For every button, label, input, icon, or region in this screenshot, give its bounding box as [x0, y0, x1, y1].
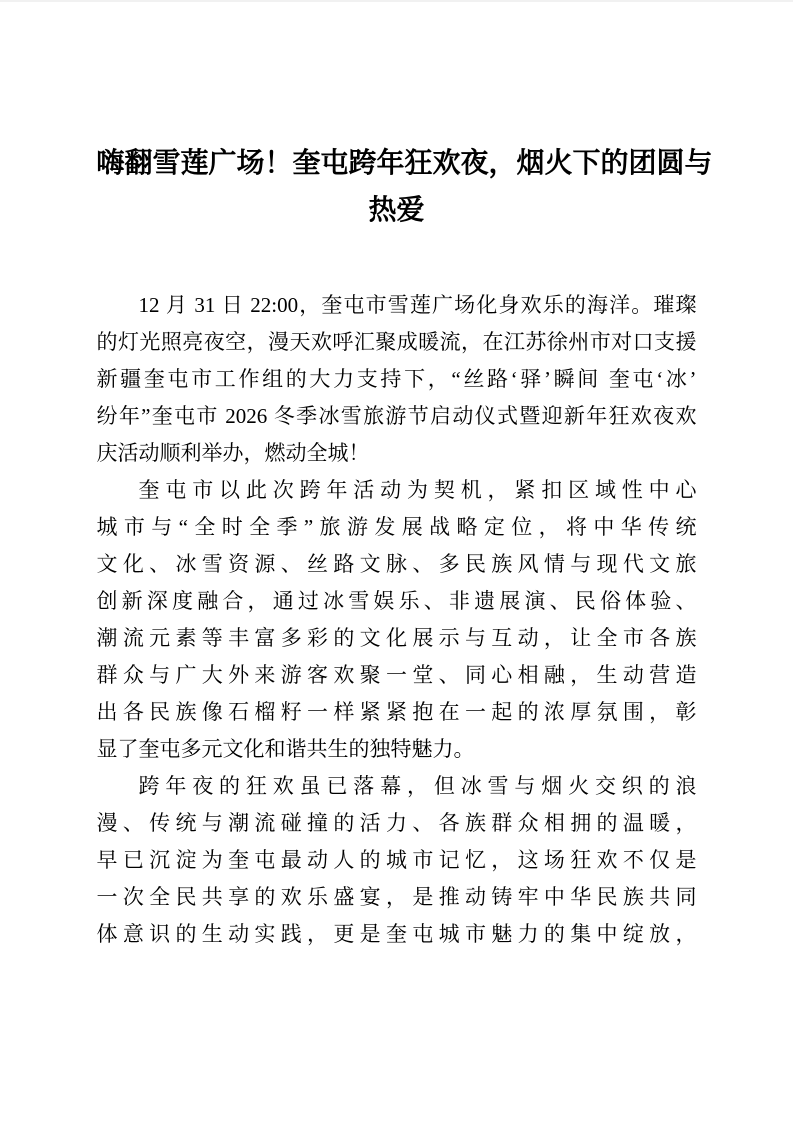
- text-line: 庆活动顺利举办，燃动全城！: [96, 441, 370, 465]
- text-line: 城市与“全时全季”旅游发展战略定位，将中华传统: [96, 515, 697, 539]
- text-line: 文化、冰雪资源、丝路文脉、多民族风情与现代文旅: [96, 552, 697, 576]
- text-line: 纷年”奎屯市 2026 冬季冰雪旅游节启动仪式暨迎新年狂欢夜欢: [96, 404, 697, 428]
- title-line-1: 嗨翻雪莲广场！奎屯跨年狂欢夜，烟火下的团圆与: [96, 148, 713, 179]
- text-line: 创新深度融合，通过冰雪娱乐、非遗展演、民俗体验、: [96, 589, 697, 613]
- text-line: 群众与广大外来游客欢聚一堂、同心相融，生动营造: [96, 663, 697, 687]
- text-line: 新疆奎屯市工作组的大力支持下，“丝路‘驿’瞬间 奎屯‘冰’: [96, 367, 697, 391]
- paragraph-2: [97, 472, 697, 768]
- text-line: 出各民族像石榴籽一样紧紧抱在一起的浓厚氛围，彰: [96, 700, 697, 724]
- paragraph-3: [97, 768, 697, 953]
- paragraph-1: [97, 287, 697, 472]
- text-line: 跨年夜的狂欢虽已落幕，但冰雪与烟火交织的浪: [138, 774, 697, 798]
- document-body: [97, 287, 697, 953]
- text-line: 早已沉淀为奎屯最动人的城市记忆，这场狂欢不仅是: [96, 848, 697, 872]
- text-line: 显了奎屯多元文化和谐共生的独特魅力。: [96, 737, 475, 761]
- text-line: 漫、传统与潮流碰撞的活力、各族群众相拥的温暖，: [96, 811, 697, 835]
- text-line: 一次全民共享的欢乐盛宴，是推动铸牢中华民族共同: [96, 885, 697, 909]
- text-line: 12 月 31 日 22:00，奎屯市雪莲广场化身欢乐的海洋。璀璨: [138, 293, 697, 317]
- document-title: [96, 140, 713, 234]
- text-line: 潮流元素等丰富多彩的文化展示与互动，让全市各族: [96, 626, 697, 650]
- text-line: 的灯光照亮夜空，漫天欢呼汇聚成暖流，在江苏徐州市对口支援: [96, 330, 697, 354]
- text-line: 奎屯市以此次跨年活动为契机，紧扣区域性中心: [138, 478, 697, 502]
- text-line: 体意识的生动实践，更是奎屯城市魅力的集中绽放，: [96, 922, 697, 946]
- title-line-2: 热爱: [368, 195, 425, 226]
